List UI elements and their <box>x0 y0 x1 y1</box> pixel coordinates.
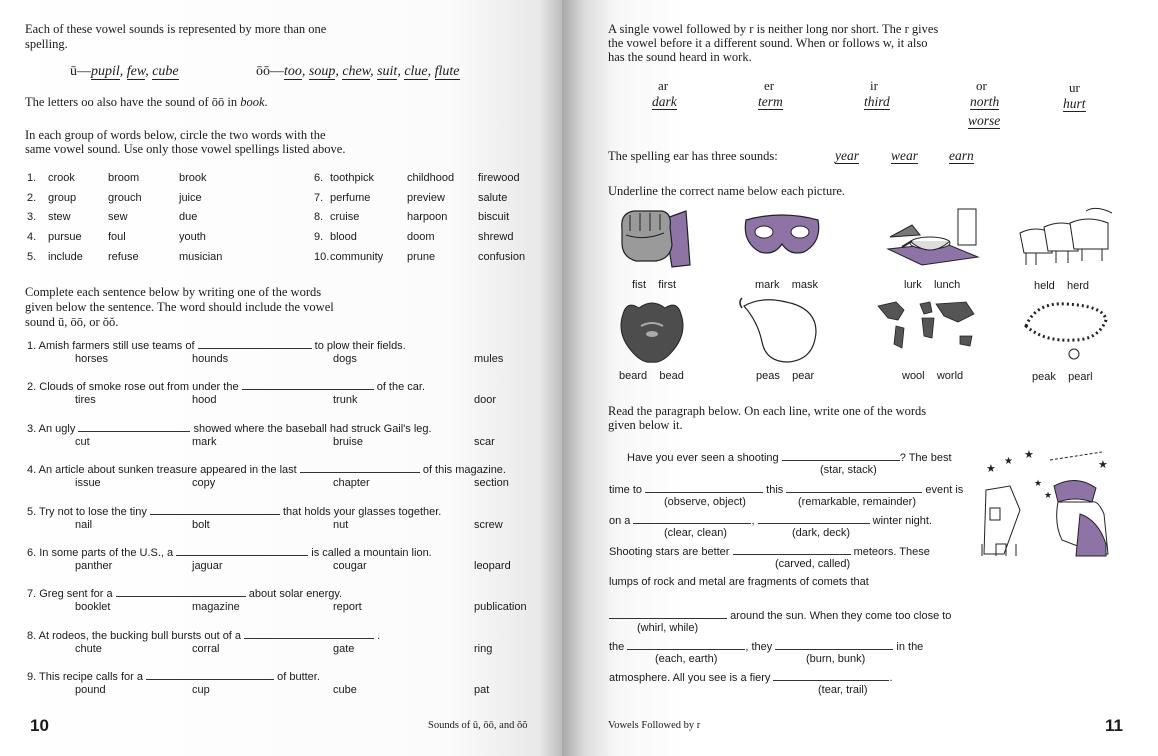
sentence-text: This recipe calls for a <box>39 671 143 684</box>
answer-option: door <box>474 394 497 407</box>
sentence-text: Amish farmers still use teams of <box>38 340 195 352</box>
group-word[interactable]: stew <box>48 211 71 223</box>
para-text: on a <box>609 515 631 527</box>
group-word[interactable]: pursue <box>48 231 82 243</box>
picture-name-option[interactable]: pearl <box>1068 371 1093 383</box>
para-option: (tear, trail) <box>818 684 868 696</box>
sentence-number: 4. <box>27 464 37 477</box>
ear-word-2 <box>891 148 918 164</box>
group-number: 4. <box>27 231 37 243</box>
group-word[interactable]: preview <box>407 192 445 204</box>
picture-name-option[interactable]: world <box>936 370 964 382</box>
answer-option: trunk <box>333 394 358 407</box>
world-icon <box>874 298 984 360</box>
r-word: north <box>970 94 1000 109</box>
paragraph-instruction-line-1: Read the paragraph below. On each line, write one of the words <box>608 404 927 418</box>
answer-blank[interactable] <box>116 586 246 597</box>
answer-option: corral <box>192 642 220 655</box>
para-blank[interactable] <box>627 639 745 650</box>
oo-label: ōō— <box>256 64 284 79</box>
answer-blank[interactable] <box>176 545 308 556</box>
ear-word-1 <box>835 148 859 164</box>
answer-option: hood <box>192 394 217 407</box>
group-number: 10. <box>314 251 330 263</box>
picture-name-option[interactable]: peak <box>1032 371 1056 383</box>
instruction-2-line-1: Complete each sentence below by writing one of the words <box>25 285 322 299</box>
answer-option: section <box>474 477 509 490</box>
r-intro-line-3: has the sound heard in work. <box>608 50 752 64</box>
sentence-text: of butter. <box>277 671 320 684</box>
group-word[interactable]: grouch <box>108 192 142 204</box>
r-column-label: or <box>976 78 987 93</box>
sentence-line <box>27 338 406 352</box>
oo-word: clue <box>404 64 428 79</box>
answer-option: panther <box>75 560 113 572</box>
sentence-line <box>27 586 342 600</box>
para-option: (remarkable, remainder) <box>798 496 916 508</box>
stargazer-icon <box>980 444 1112 560</box>
para-blank[interactable] <box>609 608 727 619</box>
r-column-label: ar <box>658 78 669 93</box>
ear-word: year <box>835 148 859 163</box>
answer-option: hounds <box>192 353 229 365</box>
picture-name-option[interactable]: fist <box>632 279 647 291</box>
para-blank[interactable] <box>773 670 889 681</box>
sentence-text: At rodeos, the bucking bull bursts out of a <box>38 629 242 642</box>
r-column-word <box>864 94 890 110</box>
u-label: ū— <box>70 64 91 79</box>
group-word[interactable]: cruise <box>330 211 360 223</box>
para-text: Shooting stars are better <box>609 546 730 558</box>
fist-icon <box>614 205 692 271</box>
letters-note-text: The letters oo also have the sound of ōō in <box>25 95 241 109</box>
r-column-word <box>758 94 783 110</box>
pearl-icon <box>1016 296 1112 362</box>
para-blank[interactable] <box>775 639 893 650</box>
sentence-line <box>27 462 506 476</box>
group-word[interactable]: blood <box>330 231 357 243</box>
r-column-word <box>970 94 999 110</box>
u-word: few <box>126 64 146 79</box>
answer-option: horses <box>75 353 109 365</box>
answer-option: publication <box>474 601 527 614</box>
picture-names-4 <box>1034 280 1089 292</box>
answer-option: scar <box>474 435 495 448</box>
paragraph-instruction-line-2: given below it. <box>608 418 683 432</box>
answer-option: report <box>333 601 362 614</box>
answer-option: bruise <box>333 435 363 448</box>
para-option: (whirl, while) <box>637 622 699 634</box>
answer-blank[interactable] <box>244 628 374 639</box>
answer-option: screw <box>474 518 503 531</box>
answer-option: leopard <box>474 560 511 572</box>
para-option: (burn, bunk) <box>806 653 866 665</box>
para-line-1 <box>627 450 952 464</box>
picture-name-option[interactable]: bead <box>659 370 684 382</box>
svg-text:★: ★ <box>986 462 996 475</box>
picture-names-7 <box>902 370 963 382</box>
answer-option: pound <box>75 684 106 697</box>
answer-option: magazine <box>192 601 240 614</box>
para-text: meteors. These <box>853 546 930 558</box>
para-line-5: lumps of rock and metal are fragments of comets that <box>609 576 869 588</box>
sentence-number: 2. <box>27 381 37 394</box>
group-word[interactable]: prune <box>407 251 436 263</box>
letters-note-word: book <box>240 95 265 109</box>
answer-option: cut <box>75 435 90 448</box>
group-number: 1. <box>27 172 37 184</box>
answer-option: booklet <box>75 601 111 614</box>
picture-name-option[interactable]: pear <box>792 370 815 382</box>
sentence-text: that holds your glasses together. <box>282 505 442 518</box>
answer-option: chute <box>75 642 102 655</box>
para-text: around the sun. When they come too close to <box>730 610 952 622</box>
picture-names-2 <box>755 279 818 291</box>
underline-instruction: Underline the correct name below each picture. <box>608 184 846 198</box>
ear-word: wear <box>891 148 918 163</box>
answer-option: nail <box>75 518 93 531</box>
right-page <box>562 0 1158 756</box>
group-word[interactable]: community <box>330 251 384 263</box>
r-word: hurt <box>1063 96 1086 111</box>
ear-word: earn <box>949 148 974 163</box>
para-line-6 <box>609 608 951 622</box>
sentence-line <box>27 379 425 393</box>
picture-name-option[interactable]: peas <box>756 370 780 382</box>
sentence-number: 6. <box>27 547 37 559</box>
group-word[interactable]: confusion <box>478 251 526 263</box>
group-number: 5. <box>27 251 37 263</box>
group-word[interactable]: crook <box>48 172 75 184</box>
instruction-1-line-2: same vowel sound. Use only those vowel spellings listed above. <box>25 142 346 156</box>
answer-option: gate <box>333 642 355 655</box>
para-text: . <box>889 672 893 684</box>
group-number: 3. <box>27 211 37 223</box>
para-line-3 <box>609 513 932 527</box>
svg-text:★: ★ <box>1044 491 1053 501</box>
group-word[interactable]: doom <box>407 231 435 243</box>
para-option: (clear, clean) <box>664 527 727 539</box>
answer-blank[interactable] <box>198 338 312 349</box>
oo-word: soup <box>308 64 336 79</box>
picture-names-6 <box>756 370 814 382</box>
para-text: the <box>609 641 625 653</box>
picture-name-option[interactable]: lurk <box>904 279 922 291</box>
answer-option: tires <box>75 394 96 407</box>
para-blank[interactable] <box>733 544 851 555</box>
sentence-number: 9. <box>27 671 37 684</box>
sentence-number: 8. <box>27 629 37 642</box>
para-option: (dark, deck) <box>792 527 851 539</box>
svg-text:★: ★ <box>1004 456 1013 467</box>
sentence-text: of this magazine. <box>422 464 506 477</box>
page-number-right: 11 <box>1105 716 1123 735</box>
oo-spellings: ōō—too, soup, chew, suit, clue, flute <box>256 64 460 79</box>
para-text: atmosphere. All you see is a fiery <box>609 672 771 684</box>
para-text: event is <box>925 484 964 496</box>
group-word[interactable]: include <box>48 251 83 263</box>
instruction-2-line-3: sound ū, ōō, or ŏŏ. <box>25 315 119 329</box>
group-word[interactable]: perfume <box>330 192 371 204</box>
group-number: 8. <box>314 211 324 223</box>
sentence-line <box>27 628 380 642</box>
picture-name-option[interactable]: first <box>658 279 677 291</box>
group-word[interactable]: toothpick <box>330 172 375 184</box>
u-word: pupil <box>91 64 120 79</box>
footer-left: Sounds of ū, ōō, and ŏŏ <box>428 720 528 731</box>
para-option: (observe, object) <box>664 496 746 508</box>
answer-option: dogs <box>333 353 357 365</box>
group-word[interactable]: salute <box>478 192 508 204</box>
answer-option: jaguar <box>192 560 223 572</box>
r-column-label: ir <box>870 78 878 93</box>
group-word[interactable]: foul <box>108 231 126 243</box>
picture-name-option[interactable]: mask <box>791 279 818 291</box>
sentence-number: 1. <box>27 340 37 352</box>
sentence-line <box>27 545 432 559</box>
group-word[interactable]: firewood <box>478 172 520 184</box>
svg-text:★: ★ <box>1034 479 1043 489</box>
sentence-text: An ugly <box>38 422 76 435</box>
sentence-text: about solar energy. <box>248 588 343 601</box>
para-blank[interactable] <box>645 482 763 493</box>
answer-option: bolt <box>192 518 210 531</box>
answer-option: nut <box>333 518 349 531</box>
r-column-word <box>968 113 1000 129</box>
picture-names-1 <box>632 279 676 291</box>
instruction-2-line-2: given below the sentence. The word should include the vowel <box>25 300 334 314</box>
oo-word: chew <box>342 64 371 79</box>
sentence-line <box>27 421 432 435</box>
footer-right: Vowels Followed by r <box>608 720 701 731</box>
group-word[interactable]: shrewd <box>478 231 514 243</box>
u-word: cube <box>152 64 179 79</box>
answer-blank[interactable] <box>300 462 420 473</box>
answer-option: issue <box>75 477 101 490</box>
para-text: , they <box>745 641 773 653</box>
group-word[interactable]: musician <box>179 251 223 263</box>
para-line-8 <box>609 670 893 684</box>
r-column-label: ur <box>1069 80 1080 95</box>
intro-line-2: spelling. <box>25 37 68 51</box>
r-word: dark <box>652 94 677 109</box>
lunch-icon <box>882 205 980 271</box>
answer-blank[interactable] <box>242 379 374 390</box>
oo-word: suit <box>377 64 398 79</box>
picture-name-option[interactable]: beard <box>619 370 648 382</box>
para-text: this <box>766 484 784 496</box>
answer-option: cougar <box>333 560 367 572</box>
herd-icon <box>1016 203 1116 271</box>
answer-option: mark <box>192 435 217 448</box>
left-page <box>0 0 562 756</box>
group-number: 7. <box>314 192 324 204</box>
para-text: winter night. <box>872 515 932 527</box>
r-word: worse <box>968 113 1001 128</box>
group-word[interactable]: youth <box>179 231 206 243</box>
para-text: ? The best <box>899 452 952 464</box>
para-blank[interactable] <box>782 450 900 461</box>
group-number: 2. <box>27 192 37 204</box>
para-blank[interactable] <box>633 513 751 524</box>
answer-option: ring <box>474 642 493 655</box>
answer-option: chapter <box>333 477 370 490</box>
group-word[interactable]: sew <box>108 211 128 223</box>
answer-option: cube <box>333 684 357 697</box>
sentence-line <box>27 669 320 683</box>
para-blank[interactable] <box>786 482 922 493</box>
group-number: 9. <box>314 231 324 243</box>
r-word: term <box>758 94 783 109</box>
sentence-text: is called a mountain lion. <box>311 547 432 559</box>
sentence-text: to plow their fields. <box>314 340 406 352</box>
u-spellings: ū—pupil, few, cube <box>70 64 179 79</box>
r-column-word <box>1063 96 1086 112</box>
sentence-number: 7. <box>27 588 37 601</box>
group-word[interactable]: biscuit <box>478 211 510 223</box>
sentence-text: Try not to lose the tiny <box>39 505 147 518</box>
svg-text:★: ★ <box>1024 448 1034 461</box>
group-word[interactable]: harpoon <box>407 211 448 223</box>
para-text: in the <box>896 641 924 653</box>
sentence-line <box>27 504 441 518</box>
sentence-text: . <box>377 629 381 642</box>
picture-name-option[interactable]: mark <box>755 279 780 291</box>
pear-icon <box>738 296 820 366</box>
ear-label: The spelling ear has three sounds: <box>608 149 778 163</box>
para-blank[interactable] <box>758 513 870 524</box>
group-word[interactable]: due <box>179 211 198 223</box>
picture-name-option[interactable]: held <box>1034 280 1055 292</box>
r-column-label: er <box>764 78 775 93</box>
oo-word: flute <box>434 64 460 79</box>
group-word[interactable]: brook <box>179 172 207 184</box>
instruction-1-line-1: In each group of words below, circle the two words with the <box>25 128 326 142</box>
answer-blank[interactable] <box>78 421 190 432</box>
sentence-number: 3. <box>27 422 37 435</box>
r-word: third <box>864 94 890 109</box>
page-number-left: 10 <box>30 716 49 735</box>
answer-blank[interactable] <box>146 669 274 680</box>
para-text: time to <box>609 484 643 496</box>
group-word[interactable]: juice <box>179 192 202 204</box>
answer-option: copy <box>192 477 216 490</box>
r-column-word <box>652 94 677 110</box>
group-word[interactable]: broom <box>108 172 140 184</box>
svg-text:★: ★ <box>1098 458 1108 471</box>
para-option: (carved, called) <box>775 558 851 570</box>
para-line-2 <box>609 482 963 496</box>
sentence-text: of the car. <box>376 381 426 394</box>
sentence-text: showed where the baseball had struck Gail's leg. <box>193 422 432 435</box>
group-word[interactable]: refuse <box>108 251 139 263</box>
sentence-text: An article about sunken treasure appeared in the last <box>38 464 297 477</box>
picture-names-5 <box>619 370 684 382</box>
answer-blank[interactable] <box>150 504 280 515</box>
sentence-number: 5. <box>27 505 37 518</box>
letters-note <box>25 95 268 110</box>
sentence-text: In some parts of the U.S., a <box>39 547 174 559</box>
picture-name-option[interactable]: herd <box>1067 280 1090 292</box>
group-word[interactable]: childhood <box>407 172 455 184</box>
answer-option: cup <box>192 684 210 697</box>
para-text: Have you ever seen a shooting <box>627 452 779 464</box>
group-word[interactable]: group <box>48 192 77 204</box>
para-text: , <box>751 515 755 527</box>
beard-icon <box>617 296 687 366</box>
para-option: (star, stack) <box>820 464 877 476</box>
mask-icon <box>742 212 822 264</box>
picture-name-option[interactable]: lunch <box>933 279 961 291</box>
answer-option: mules <box>474 353 504 365</box>
group-number: 6. <box>314 172 324 184</box>
picture-name-option[interactable]: wool <box>902 370 925 382</box>
ear-word-3 <box>949 148 974 164</box>
oo-word: too <box>284 64 302 79</box>
picture-names-3 <box>904 279 960 291</box>
sentence-text: Greg sent for a <box>39 588 113 601</box>
sentence-text: Clouds of smoke rose out from under the <box>39 381 239 394</box>
para-line-4 <box>609 544 930 558</box>
letters-note-end: . <box>264 95 268 109</box>
r-intro-line-1: A single vowel followed by r is neither long nor short. The r gives <box>608 22 939 36</box>
picture-names-8 <box>1032 371 1093 383</box>
r-intro-line-2: the vowel before it a different sound. When or follows w, it also <box>608 36 928 50</box>
intro-line-1: Each of these vowel sounds is represented by more than one <box>25 22 327 36</box>
para-line-7 <box>609 639 923 653</box>
answer-option: pat <box>474 684 490 697</box>
para-option: (each, earth) <box>655 653 718 665</box>
